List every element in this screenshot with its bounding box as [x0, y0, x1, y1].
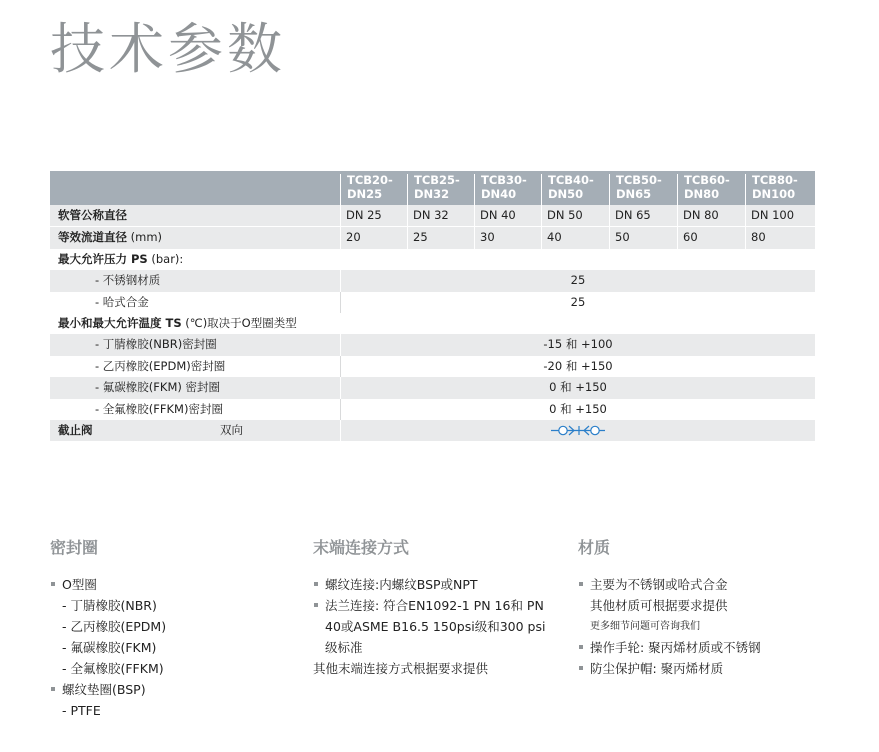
- row-value: 双向: [220, 422, 243, 437]
- column-header-line: DN100: [752, 186, 796, 201]
- section-heading: 末端连接方式: [313, 538, 410, 557]
- table-cell: 50: [609, 227, 677, 248]
- column-header-line: TCB30-: [481, 173, 527, 187]
- list-item: O型圈: [50, 574, 310, 595]
- list-item: 更多细节问题可咨询我们: [590, 621, 700, 632]
- column-header: [541, 174, 609, 205]
- table-cell: 30: [474, 227, 541, 248]
- list-item: 主要为不锈钢或哈式合金: [578, 574, 838, 595]
- table-row-valve: [50, 420, 815, 441]
- table-row-temperature-heading: [50, 313, 815, 334]
- row-label: 截止阀: [58, 422, 93, 437]
- row-value: -15 和 +100: [340, 334, 815, 355]
- table-row-temp-ffkm: [50, 399, 815, 420]
- connections-list: [313, 574, 583, 679]
- table-row-pressure-hastelloy: [50, 292, 815, 313]
- table-row-flow-diameter: [50, 227, 815, 248]
- list-item: - 全氟橡胶(FFKM): [62, 661, 164, 676]
- list-item: - 丁腈橡胶(NBR): [62, 598, 157, 613]
- list-item: 法兰连接: 符合EN1092-1 PN 16和 PN: [313, 595, 583, 616]
- column-header-line: DN25: [347, 186, 383, 201]
- row-label: - 哈式合金: [95, 294, 149, 309]
- column-header: [677, 174, 745, 205]
- row-value: 0 和 +150: [340, 399, 815, 420]
- row-value: 25: [340, 270, 815, 291]
- list-item: - PTFE: [62, 703, 101, 718]
- table-cell: DN 25: [340, 205, 407, 226]
- column-header-line: TCB20-: [347, 173, 393, 187]
- section-heading: 材质: [578, 538, 611, 557]
- column-header-line: DN65: [616, 186, 652, 201]
- table-cell: DN 65: [609, 205, 677, 226]
- table-cell: DN 32: [407, 205, 474, 226]
- row-label: - 全氟橡胶(FFKM)密封圈: [95, 401, 223, 416]
- section-heading: 密封圈: [50, 538, 99, 557]
- row-label: - 氟碳橡胶(FKM) 密封圈: [95, 380, 221, 395]
- bidirectional-valve-icon: [341, 420, 816, 441]
- table-cell: 40: [541, 227, 609, 248]
- column-header-line: DN40: [481, 186, 517, 201]
- table-row-temp-epdm: [50, 356, 815, 377]
- list-item: 操作手轮: 聚丙烯材质或不锈钢: [578, 637, 838, 658]
- column-header-line: DN32: [414, 186, 450, 201]
- row-label: - 乙丙橡胶(EPDM)密封圈: [95, 358, 226, 373]
- list-item: 其他材质可根据要求提供: [590, 598, 728, 613]
- list-item: 防尘保护帽: 聚丙烯材质: [578, 658, 838, 679]
- table-cell: 25: [407, 227, 474, 248]
- table-row-pressure-ss: [50, 270, 815, 291]
- page-title: 技术参数: [50, 17, 287, 81]
- list-item: 级标准: [325, 640, 363, 655]
- row-value: -20 和 +150: [340, 356, 815, 377]
- table-cell: 60: [677, 227, 745, 248]
- list-item: 40或ASME B16.5 150psi级和300 psi: [325, 619, 546, 634]
- list-item: 螺纹连接:内螺纹BSP或NPT: [313, 574, 583, 595]
- row-label: 软管公称直径: [58, 208, 127, 222]
- row-unit: (mm): [127, 230, 163, 245]
- seals-section: [50, 536, 310, 721]
- table-cell: DN 80: [677, 205, 745, 226]
- table-cell: DN 50: [541, 205, 609, 226]
- row-unit: (℃)取决于O型圈类型: [181, 315, 297, 330]
- table-cell: 80: [745, 227, 815, 248]
- seals-list: [50, 574, 310, 721]
- table-row-hose-dn: [50, 205, 815, 226]
- column-header: [474, 174, 541, 205]
- table-cell: 20: [340, 227, 407, 248]
- table-row-pressure-heading: [50, 249, 815, 270]
- column-header-line: TCB40-: [548, 173, 594, 187]
- column-header-line: DN80: [684, 186, 720, 201]
- materials-list: [578, 574, 838, 679]
- list-item: 螺纹垫圈(BSP): [50, 679, 310, 700]
- column-header-line: DN50: [548, 186, 584, 201]
- row-label: - 不锈钢材质: [95, 273, 161, 288]
- column-header: [609, 174, 677, 205]
- table-row-temp-nbr: [50, 334, 815, 355]
- column-header: [407, 174, 474, 205]
- column-header: [745, 174, 815, 205]
- connections-section: [313, 536, 583, 679]
- row-unit: (bar):: [147, 251, 184, 266]
- row-value: 25: [340, 292, 815, 313]
- column-header-line: TCB80-: [752, 173, 798, 187]
- row-label: 最大允许压力 PS: [58, 251, 148, 266]
- table-cell: DN 100: [745, 205, 815, 226]
- column-header-line: TCB60-: [684, 173, 730, 187]
- specs-table: [50, 171, 815, 441]
- column-header: [340, 174, 407, 205]
- list-item: 其他末端连接方式根据要求提供: [313, 661, 489, 676]
- list-item: - 氟碳橡胶(FKM): [62, 640, 157, 655]
- column-header-line: TCB25-: [414, 173, 460, 187]
- column-header-line: TCB50-: [616, 173, 662, 187]
- table-cell: DN 40: [474, 205, 541, 226]
- row-label: 最小和最大允许温度 TS: [58, 315, 182, 330]
- list-item: - 乙丙橡胶(EPDM): [62, 619, 167, 634]
- table-row-temp-fkm: [50, 377, 815, 398]
- row-value: 0 和 +150: [340, 377, 815, 398]
- row-label: - 丁腈橡胶(NBR)密封圈: [95, 337, 217, 352]
- row-label: 等效流道直径: [58, 230, 127, 245]
- table-header: [50, 171, 815, 205]
- materials-section: [578, 536, 838, 679]
